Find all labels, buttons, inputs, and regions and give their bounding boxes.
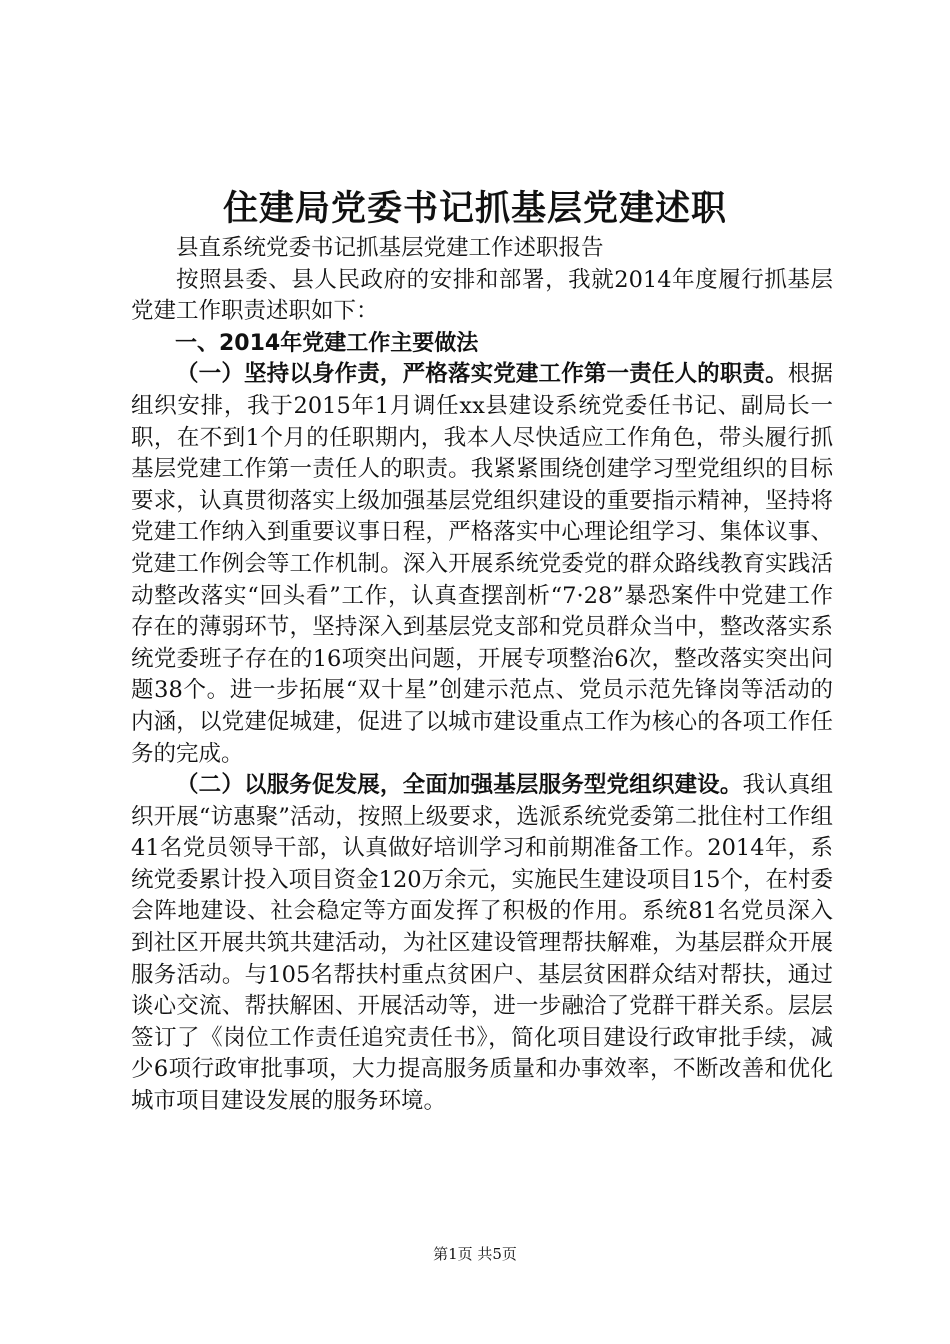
document-body (131, 233, 833, 1118)
page-footer: 第1页 共5页 (433, 1245, 517, 1263)
document-title: 住建局党委书记抓基层党建述职 (222, 188, 727, 229)
section-heading: 一、2014年党建工作主要做法 (175, 330, 479, 356)
section-one-text: 根据组织安排，我于2015年1月调任xx县建设系统党委任书记、副局长一职，在不到1个月的任职期内，我本人尽快适应工作角色，带头履行抓基层党建工作第一责任人的职责。我紧紧围绕创建学习型党组织的目标要求，认真贯彻落实上级加强基层党组织建设的重要指示精神，坚持将党建工作纳入到重要议事日程，严格落实中心理论组学习、集体议事、党建工作例会等工作机制。深入开展系统党委党的群众路线教育实践活动整改落实“回头看”工作，认真查摆剖析“7·28”暴恐案件中党建工作存在的薄弱环节，坚持深入到基层党支部和党员群众当中，整改落实系统党委班子存在的16项突出问题，开展专项整治6次，整改落实突出问题38个。进一步拓展“双十星”创建示范点、党员示范先锋岗等活动的内涵，以党建促城建，促进了以城市建设重点工作为核心的各项工作任务的完成。 (131, 361, 833, 767)
section-two-lead: （二）以服务促发展，全面加强基层服务型党组织建设。 (176, 772, 743, 799)
section-two-paragraph (131, 770, 833, 1118)
section-two-text: 我认真组织开展“访惠聚”活动，按照上级要求，选派系统党委第二批住村工作组41名党员领导干部，认真做好培训学习和前期准备工作。2014年，系统党委累计投入项目资金120万余元，实施民生建设项目15个，在村委会阵地建设、社会稳定等方面发挥了积极的作用。系统81名党员深入到社区开展共筑共建活动，为社区建设管理帮扶解难，为基层群众开展服务活动。与105名帮扶村重点贫困户、基层贫困群众结对帮扶，通过谈心交流、帮扶解困、开展活动等，进一步融洽了党群干群关系。层层签订了《岗位工作责任追究责任书》，简化项目建设行政审批手续，减少6项行政审批事项，大力提高服务质量和办事效率，不断改善和优化城市项目建设发展的服务环境。 (131, 772, 833, 1115)
section-one-lead: （一）坚持以身作责，严格落实党建工作第一责任人的职责。 (176, 361, 788, 388)
report-subtitle-paragraph: 县直系统党委书记抓基层党建工作述职报告 (176, 235, 604, 261)
section-one-paragraph (131, 359, 833, 770)
intro-paragraph: 按照县委、县人民政府的安排和部署，我就2014年度履行抓基层党建工作职责述职如下： (131, 266, 833, 325)
